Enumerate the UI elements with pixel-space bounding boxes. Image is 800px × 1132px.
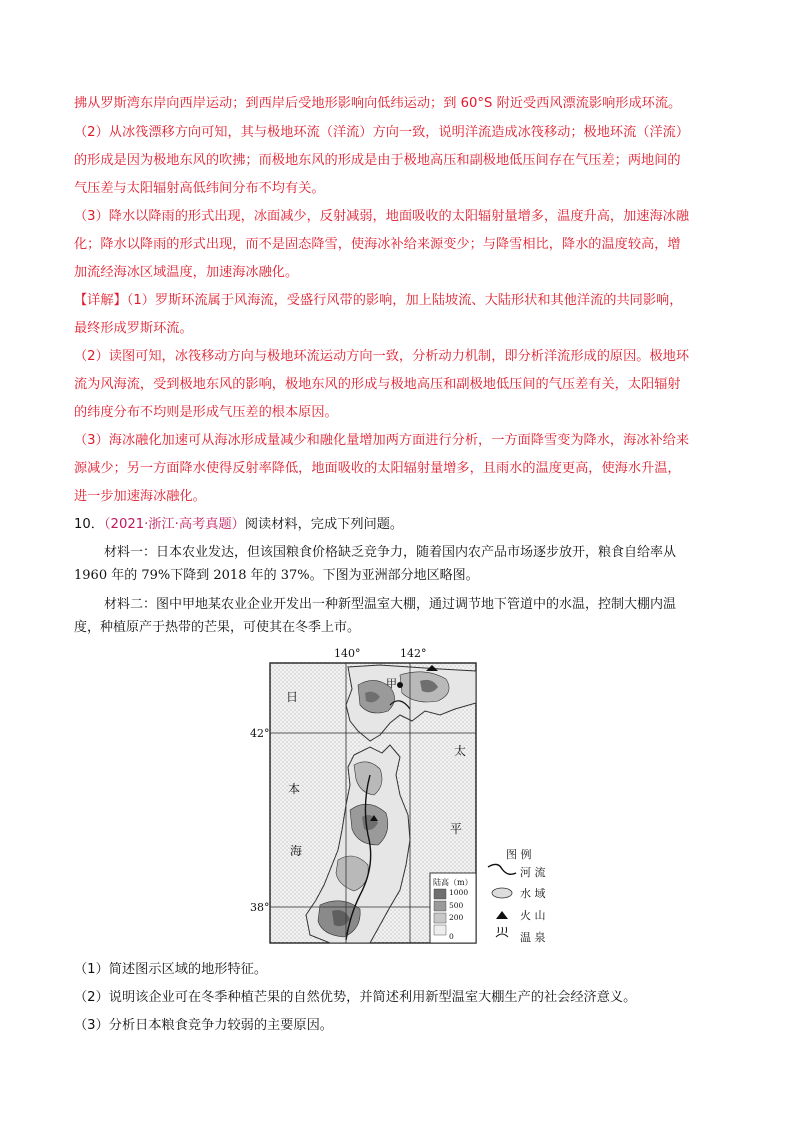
lon-label-142: 142° — [400, 647, 427, 660]
ocean-char: 太 — [454, 744, 467, 758]
legend-title: 图 例 — [506, 848, 532, 861]
detail-line: 最终形成罗斯环流。 — [74, 321, 193, 336]
question-number: 10． — [74, 517, 104, 532]
material1-line2: 1960 年的 79%下降到 2018 年的 37%。下图为亚洲部分地区略图。 — [74, 568, 479, 583]
legend-item: 火 山 — [520, 909, 546, 922]
elevation-legend-title: 陆高（m） — [433, 878, 473, 887]
sea-char: 海 — [290, 844, 303, 858]
water-legend-icon — [492, 888, 512, 898]
question-header — [74, 515, 724, 535]
ocean-char: 平 — [450, 822, 463, 836]
lat-label-38: 38° — [250, 901, 270, 914]
elevation-level: 500 — [449, 901, 464, 910]
detail-line: 进一步加速海冰融化。 — [74, 489, 206, 504]
elevation-level: 0 — [449, 932, 454, 941]
answer-line: 化；降水以降雨的形式出现，而不是固态降雪，使海冰补给来源变少；与降雪相比，降水的温度较高，增 — [74, 237, 681, 252]
sub-question-3: （3）分析日本粮食竞争力较弱的主要原因。 — [74, 1018, 333, 1033]
elevation-level: 200 — [449, 913, 464, 922]
hot-spring-legend-icon — [496, 927, 508, 937]
sub-question-2: （2）说明该企业可在冬季种植芒果的自然优势，并简述利用新型温室大棚生产的社会经济意义。 — [74, 990, 637, 1005]
detail-line: 源减少；另一方面降水使得反射率降低，地面吸收的太阳辐射量增多，且雨水的温度更高，使海水升温， — [74, 461, 681, 476]
detail-line: 流为风海流，受到极地东风的影响，极地东风的形成与极地高压和副极地低压间的气压差有关，太阳辐射 — [74, 377, 681, 392]
answer-line: （3）降水以降雨的形式出现，冰面减少，反射减弱，地面吸收的太阳辐射量增多，温度升高，加速海冰融 — [74, 209, 690, 224]
sub-question-1: （1）简述图示区域的地形特征。 — [74, 962, 268, 977]
lon-label-140: 140° — [334, 647, 361, 660]
answer-line: 气压差与太阳辐射高低纬间分布不均有关。 — [74, 181, 325, 196]
region-map — [250, 645, 580, 955]
place-label: 甲 — [386, 677, 397, 690]
sea-char: 本 — [288, 782, 301, 796]
detail-tag: 【详解】 — [74, 293, 127, 308]
answer-line: 的形成是因为极地东风的吹拂；而极地东风的形成是由于极地高压和副极地低压间存在气压差；两地间的 — [74, 153, 681, 168]
elevation-level: 1000 — [449, 888, 469, 897]
sea-char: 日 — [286, 690, 299, 704]
question-source: （2021·浙江·高考真题） — [103, 517, 245, 532]
detail-text: （1）罗斯环流属于风海流，受盛行风带的影响，加上陆坡流、大陆形状和其他洋流的共同影响， — [126, 293, 683, 308]
legend-item: 水 域 — [520, 887, 546, 900]
lat-label-42: 42° — [250, 727, 270, 740]
legend-item: 河 流 — [520, 866, 546, 879]
answer-line: 加流经海冰区域温度，加速海冰融化。 — [74, 265, 299, 280]
detail-line-first — [74, 291, 724, 311]
material2-line2: 度，种植原产于热带的芒果，可使其在冬季上市。 — [74, 620, 361, 635]
legend-item: 温 泉 — [520, 931, 546, 944]
material2-line1: 材料二：图中甲地某农业企业开发出一种新型温室大棚，通过调节地下管道中的水温，控制大棚内温 — [104, 597, 677, 612]
answer-line: 拂从罗斯湾东岸向西岸运动；到西岸后受地形影响向低纬运动；到 60°S 附近受西风漂流影响形成环流。 — [74, 96, 682, 111]
detail-line: （2）读图可知，冰筏移动方向与极地环流运动方向一致，分析动力机制，即分析洋流形成的原因。极地环 — [74, 349, 690, 364]
detail-line: （3）海冰融化加速可从海冰形成量减少和融化量增加两方面进行分析，一方面降雪变为降水，海冰补给来 — [74, 433, 690, 448]
material1-line1: 材料一：日本农业发达，但该国粮食价格缺乏竞争力，随着国内农产品市场逐步放开，粮食自给率从 — [104, 545, 677, 560]
volcano-legend-icon — [496, 911, 508, 919]
answer-line: （2）从冰筏漂移方向可知，其与极地环流（洋流）方向一致，说明洋流造成冰筏移动；极地环流（洋流） — [74, 125, 690, 140]
river-legend-icon — [488, 864, 516, 874]
place-marker — [397, 682, 403, 688]
question-prompt: 阅读材料，完成下列问题。 — [244, 517, 404, 532]
detail-line: 的纬度分布不均则是形成气压差的根本原因。 — [74, 405, 338, 420]
